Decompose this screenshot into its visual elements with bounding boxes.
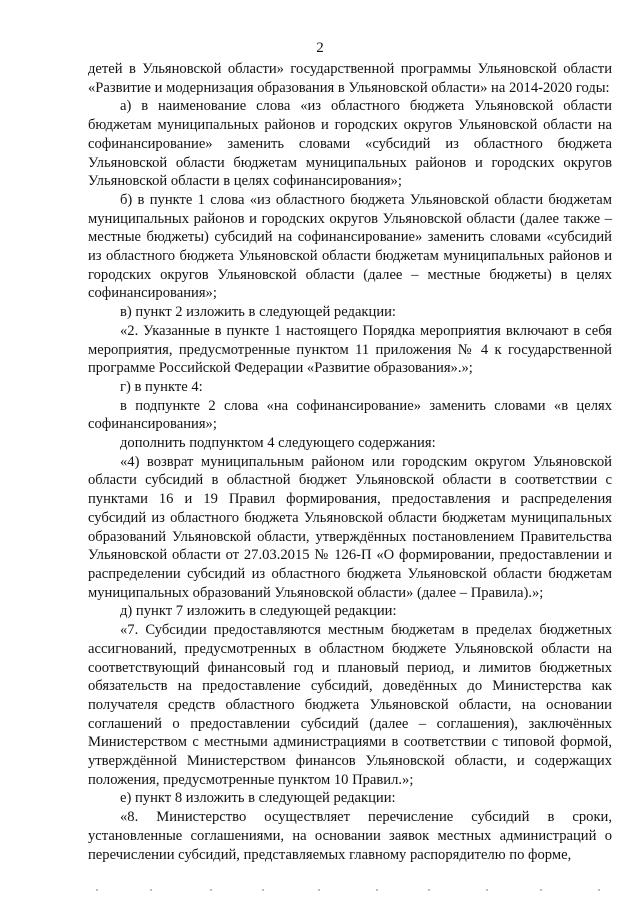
paragraph: «7. Субсидии предоставляются местным бюджетам в пределах бюджетных ассигнований, предусмотренных в областном бюджете Ульяновской области на соответствующий финансовый год и плановый период, и лимитов бюджетных обязательств на предоставление субсидий, доведённых до Министерства как получателя средств областного бюджета Ульяновской области, на основании соглашений о предоставлении субсидий (далее – соглашения), заключённых Министерством с местными администрациями в соответствии с типовой формой, утверждённой Министерством финансов Ульяновской области, и содержащих положения, предусмотренные пунктом 10 Правил.»; — [88, 622, 612, 788]
paragraph: в подпункте 2 слова «на софинансирование» заменить словами «в целях софинансирования»; — [88, 397, 612, 433]
paragraph: г) в пункте 4: — [120, 378, 203, 395]
paragraph: в) пункт 2 изложить в следующей редакции: — [120, 304, 396, 321]
scan-artifacts — [0, 889, 640, 893]
paragraph: б) в пункте 1 слова «из областного бюджета Ульяновской области бюджетам муниципальных районов и городских округов Ульяновской области (далее также – местные бюджеты) субсидий на софинансирование» заменить словами «субсидий из областного бюджета Ульяновской области бюджетам муниципальных районов и городских округов Ульяновской области (далее – местные бюджеты) в целях софинансирования»; — [88, 191, 612, 302]
page-number: 2 — [316, 40, 324, 56]
paragraph: дополнить подпунктом 4 следующего содержания: — [120, 435, 436, 452]
paragraph: детей в Ульяновской области» государственной программы Ульяновской области «Развитие и модернизация образования в Ульяновской области» на 2014-2020 годы: — [88, 61, 612, 96]
paragraph: «4) возврат муниципальным районом или городским округом Ульяновской области субсидий в областной бюджет Ульяновской области в соответствии с пунктами 16 и 19 Правил формирования, предоставления и распределения субсидий из областного бюджета Ульяновской области бюджетам муниципальных образований Ульяновской области, утверждённых постановлением Правительства Ульяновской области от 27.03.2015 № 126-П «О формировании, предоставлении и распределении субсидий из областного бюджета Ульяновской области бюджетам муниципальных образований Ульяновской области» (далее – Правила).»; — [88, 453, 612, 601]
paragraph: «8. Министерство осуществляет перечисление субсидий в сроки, установленные соглашениями, на основании заявок местных администраций о перечислении субсидий, представляемых главному распорядителю по форме, — [88, 809, 612, 863]
paragraph: е) пункт 8 изложить в следующей редакции: — [120, 790, 396, 807]
paragraph: «2. Указанные в пункте 1 настоящего Порядка мероприятия включают в себя мероприятия, предусмотренные пунктом 11 приложения № 4 к государственной программе Российской Федерации «Развитие образования».»; — [88, 322, 612, 377]
paragraph: д) пункт 7 изложить в следующей редакции: — [120, 603, 397, 620]
document-body — [88, 60, 612, 864]
paragraph: а) в наименование слова «из областного бюджета Ульяновской области бюджетам муниципальных районов и городских округов Ульяновской области на софинансирование» заменить словами «субсидий из областного бюджета Ульяновской области бюджетам муниципальных районов и городских округов Ульяновской области в целях софинансирования»; — [88, 98, 612, 190]
